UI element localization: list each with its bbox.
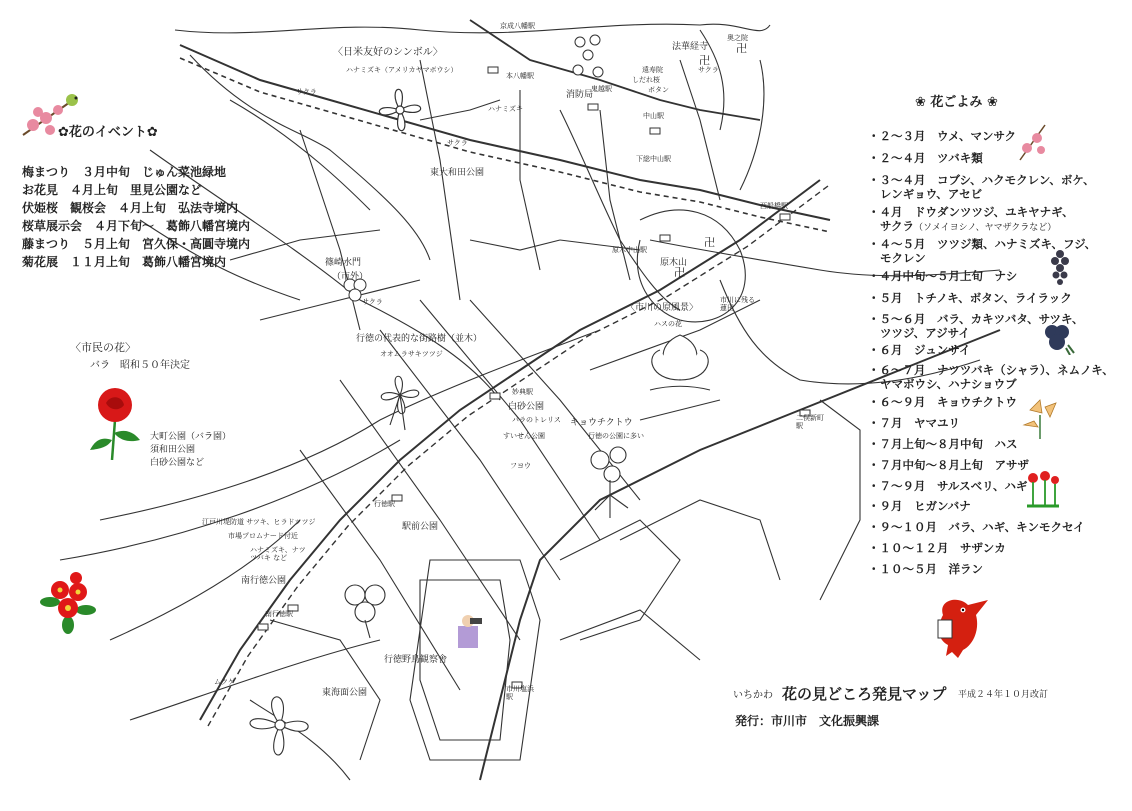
map-label-station: 京成八幡駅 — [500, 22, 535, 30]
map-label: サクラ — [447, 139, 468, 147]
calendar-item: ・７～９月 サルスベリ、ハギ — [868, 479, 1028, 493]
map-label: ムクゲ — [214, 678, 235, 686]
map-label: サクラ — [362, 298, 383, 306]
calendar-item: ・７月 ヤマユリ — [868, 416, 960, 430]
calendar-item: ・２～３月 ウメ、マンサク — [868, 129, 1017, 143]
map-label-station: 鬼越駅 — [591, 85, 612, 93]
plum-small-icon — [1015, 120, 1050, 165]
calendar-item: ・４月中旬～５月上旬 ナシ — [868, 269, 1018, 283]
sakura-tree-icon — [570, 30, 610, 85]
map-label: キョウチクトウ — [570, 418, 633, 428]
event-item: 梅まつり ３月中旬 じゅん菜池緑地 — [22, 165, 227, 179]
map-label: ハスの花 — [654, 320, 682, 328]
spider-lily-icon — [1025, 468, 1060, 508]
map-title: 花の見どころ発見マップ — [782, 685, 947, 703]
map-label: 〈市川の原風景〉 — [626, 303, 699, 313]
map-label-station: 原木中山駅 — [612, 246, 647, 254]
events-heading: ✿花のイベント✿ — [58, 125, 158, 140]
publisher: 発行：市川市 文化振興課 — [735, 714, 880, 728]
camellia-icon — [38, 570, 98, 635]
map-label-park: 東大和田公園 — [430, 168, 485, 178]
rose-icon — [88, 385, 143, 460]
city-flower-heading: 〈市民の花〉 — [70, 341, 136, 354]
calendar-item: ・５～６月 バラ、カキツバタ、サツキ、 ツツジ、アジサイ — [868, 312, 1084, 340]
map-label: 原木山 — [660, 258, 688, 268]
north-boundary — [175, 24, 770, 33]
sakura-flower-icon — [330, 570, 400, 640]
map-label-station: 本八幡駅 — [506, 72, 534, 80]
map-label: 遠寿院 — [642, 66, 663, 74]
map-label: 行徳の代表的な街路樹（並木） — [356, 334, 483, 344]
map-label: 江戸川堤防道 サツキ、ヒラドツツジ — [202, 518, 316, 526]
calendar-item: ・４月 ドウダンツツジ、ユキヤナギ、 サクラ（ソメイヨシノ、ヤマザクラなど） — [868, 205, 1074, 233]
map-label-station: 南行徳駅 — [265, 610, 293, 618]
calendar-item: ・９月 ヒガンバナ — [868, 499, 971, 513]
map-label-station: 行徳駅 — [374, 500, 395, 508]
map-label: 〈日米友好のシンボル〉 — [333, 47, 443, 58]
event-item: 桜草展示会 ４月下旬～ 葛飾八幡宮境内 — [22, 219, 251, 233]
map-label: 行徳野鳥観察舎 — [384, 655, 448, 665]
map-label-station: 下総中山駅 — [636, 155, 671, 163]
map-label: フヨウ — [510, 462, 531, 470]
map-label: 市場プロムナード付近 — [228, 532, 298, 540]
event-item: お花見 ４月上旬 里見公園など — [22, 183, 203, 197]
map-label-park: すいせん公園 — [503, 432, 545, 440]
map-label: ハナミズキ — [488, 105, 523, 113]
city-flower-place: 須和田公園 — [150, 445, 196, 455]
event-item: 藤まつり ５月上旬 宮久保・高圓寺境内 — [22, 237, 251, 251]
hibiscus-flower-icon — [235, 680, 325, 770]
dogwood-flower-icon — [365, 75, 435, 145]
map-label: サクラ — [698, 66, 719, 74]
map-label: ボタン — [648, 86, 669, 94]
map-label-station: 市川塩浜駅 — [506, 685, 534, 702]
lily-icon — [1020, 395, 1060, 440]
map-label: 市川に残る蓮田 — [720, 296, 755, 313]
azalea-flower-icon — [370, 365, 430, 435]
map-label: しだれ桜 — [632, 76, 660, 84]
city-flower-name: バラ 昭和５０年決定 — [90, 360, 190, 371]
calendar-item: ・３～４月 コブシ、ハクモクレン、ボケ、 レンギョウ、アセビ — [868, 173, 1095, 201]
calendar-item: ・１０～１２月 サザンカ — [868, 541, 1006, 555]
map-label: ハナミズキ、ナツツバキ など — [250, 546, 306, 563]
city-flower-place: 白砂公園など — [150, 458, 205, 468]
event-item: 菊花展 １１月上旬 葛飾八幡宮境内 — [22, 255, 227, 269]
svg-text:卍: 卍 — [704, 236, 715, 249]
map-label: 消防局 — [566, 90, 594, 100]
calendar-item: ・１０～５月 洋ラン — [868, 562, 983, 576]
motoyawata-station-marker — [488, 67, 498, 73]
map-label: 行徳の公園に多い — [588, 432, 644, 440]
calendar-item: ・９～１０月 バラ、ハギ、キンモクセイ — [868, 520, 1085, 534]
calendar-item: ・５月 トチノキ、ボタン、ライラック — [868, 291, 1072, 305]
map-label: オオムラサキツツジ — [380, 350, 443, 358]
map-label-park: 東海面公園 — [322, 688, 368, 698]
svg-text:卍: 卍 — [736, 42, 747, 55]
calendar-item: ・７月中旬～８月上旬 アサザ — [868, 458, 1029, 472]
calendar-item: ・４～５月 ツツジ類、ハナミズキ、フジ、 モクレン — [868, 237, 1097, 265]
map-label-park: 白砂公園 — [508, 402, 545, 412]
map-label: 奥之院 — [727, 34, 748, 42]
temple-symbol: 卍 — [699, 54, 710, 67]
birdwatcher-icon — [452, 612, 486, 652]
calendar-item: ・６～９月 キョウチクトウ — [868, 395, 1018, 409]
map-label-station: 妙典駅 — [512, 388, 533, 396]
map-label: （市外） — [332, 272, 369, 282]
lotus-flower-icon — [640, 330, 720, 400]
map-label: 篠崎水門 — [325, 258, 362, 268]
calendar-heading: ❀ 花ごよみ ❀ — [915, 95, 998, 110]
oleander-flower-icon — [580, 440, 640, 520]
svg-text:卍: 卍 — [674, 266, 685, 279]
chiba-kun-mascot-icon — [928, 590, 998, 660]
revision-date: 平成２４年１０月改訂 — [958, 690, 1049, 700]
map-label: サクラ — [296, 88, 317, 96]
map-label-station: 二俣新町駅 — [796, 414, 824, 431]
map-label-station: 中山駅 — [643, 112, 664, 120]
map-label-station: 西船橋駅 — [760, 202, 788, 210]
map-label-park: 駅前公園 — [402, 522, 439, 532]
calendar-item: ・６～７月 ナツツバキ（シャラ）、ネムノキ、 ヤマボウシ、ハナショウブ — [868, 363, 1114, 391]
city-flower-place: 大町公園（バラ園） — [150, 432, 232, 442]
calendar-item: ・７月上旬～８月中旬 ハス — [868, 437, 1018, 451]
railway-sobu — [180, 45, 830, 220]
map-label-temple: 法華経寺 — [672, 42, 709, 52]
footer-prefix: いちかわ — [733, 690, 773, 701]
event-item: 伏姫桜 観桜会 ４月上旬 弘法寺境内 — [22, 201, 239, 215]
map-label: ハナミズキ（アメリカヤマボウシ） — [346, 66, 458, 74]
map-label-park: 南行徳公園 — [241, 576, 287, 586]
map-label: バラのトレリス — [512, 416, 561, 424]
calendar-item: ・２～４月 ツバキ類 — [868, 151, 983, 165]
calendar-item: ・６月 ジュンサイ — [868, 343, 971, 357]
